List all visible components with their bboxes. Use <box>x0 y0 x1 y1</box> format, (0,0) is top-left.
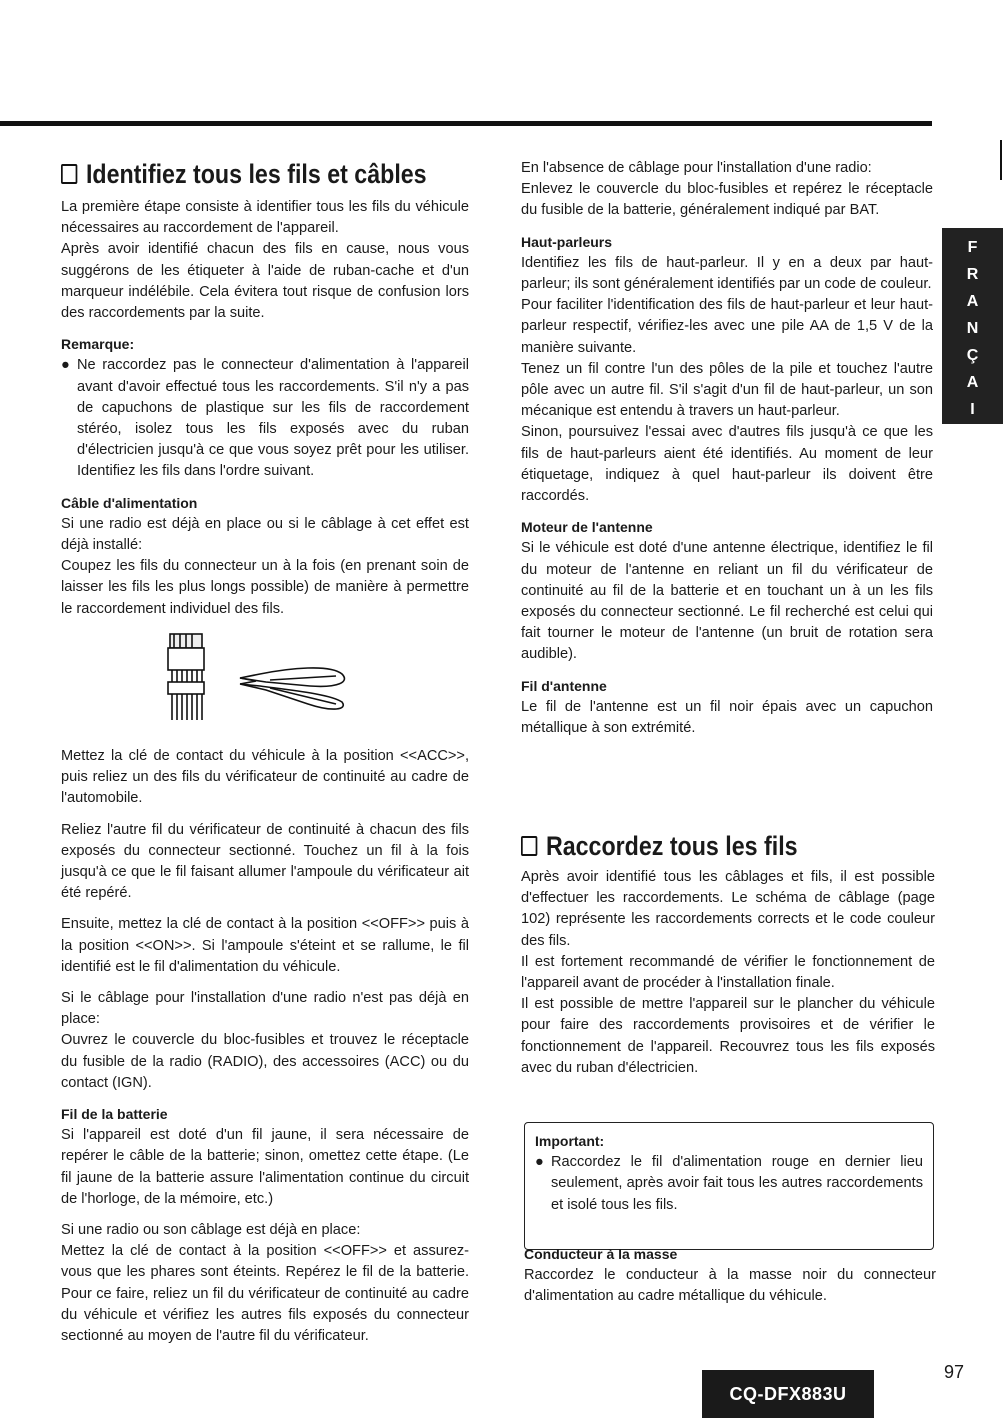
right-column <box>521 158 933 739</box>
sicablage-paragraph: Ouvrez le couvercle du bloc-fusibles et trouvez le réceptacle du fusible de la radio (RADIO), des accessoires (ACC) ou du contact (IGN). <box>61 1032 469 1091</box>
top-rule <box>0 121 932 126</box>
checkbox-icon <box>61 164 77 184</box>
hautparleurs-paragraph: Identifiez les fils de haut-parleur. Il y en a deux par haut-parleur; ils sont généralement identifiés par un code de couleur. <box>521 254 933 293</box>
bullet-icon: ● <box>61 357 70 374</box>
hautparleurs-paragraph: Sinon, poursuivez l'essai avec d'autres fils jusqu'à ce que les fils de haut-parleurs aient été identifiés. Au moment de leur étiquetage, indiquez à quel haut-parleur ils doivent être raccordés. <box>521 424 933 505</box>
antenne-paragraph: Le fil de l'antenne est un fil noir épais avec un capuchon métallique à son extrémité. <box>521 698 933 737</box>
model-label: CQ-DFX883U <box>702 1370 874 1418</box>
page-number: 97 <box>944 1362 965 1382</box>
batterie-paragraph: Mettez la clé de contact à la position <<OFF>> et assurez-vous que les phares sont éteints. Repérez le fil de la batterie. Pour ce faire, reliez un fil du vérificateur de continuité au cadre du véhicule et vérifiez les autres fils exposés du connecteur sectionné au moyen de l'autre fil du vérificateur. <box>61 1243 469 1345</box>
tab-letter: Ç <box>966 347 979 364</box>
raccordez-paragraph: Il est fortement recommandé de vérifier le fonctionnement de l'appareil avant de procéder à l'installation finale. <box>521 953 935 992</box>
tab-letter: R <box>966 266 979 283</box>
intro-paragraph: La première étape consiste à identifier tous les fils du véhicule nécessaires au raccordement de l'appareil. <box>61 199 469 237</box>
section-heading-identify: Identifiez tous les fils et câbles <box>61 158 412 190</box>
remarque-bullet: ● Ne raccordez pas le connecteur d'alimentation à l'appareil avant d'avoir effectué tous les raccordements. S'il n'y a pas de capuchons de plastique sur les fils de raccordement stéréo, isolez tous les fils exposés avec du ruban d'électricien jusqu'à ce que vous soyez prêt pour les utiliser. Identifiez les fils dans l'ordre suivant. <box>61 355 469 482</box>
sicablage-paragraph: Si le câblage pour l'installation d'une radio n'est pas déjà en place: <box>61 990 469 1028</box>
antenne-title: Fil d'antenne <box>521 677 607 694</box>
tab-page-number: 36 <box>960 450 986 470</box>
remarque-title: Remarque: <box>61 336 135 353</box>
tab-letter: I <box>970 401 975 418</box>
language-side-tab <box>942 228 1003 468</box>
hautparleurs-title: Haut-parleurs <box>521 233 613 250</box>
moteur-paragraph: Si le véhicule est doté d'une antenne électrique, identifiez le fil du moteur de l'antenne en reliant un fil du vérificateur de continuité au fil de la batterie et en touchant un à un les fils exposés du connecteur sectionné. Le fil recherché est celui qui fait tourner le moteur de l'antenne (un bruit de rotation sera audible). <box>521 540 933 663</box>
intro-paragraph: Après avoir identifié chacun des fils en cause, nous vous suggérons de les étiqueter à l'aide de ruban-cache et d'un marqueur indélébile. Cela évitera tout risque de confusion lors des raccordements par la suite. <box>61 241 469 322</box>
hautparleurs-paragraph: Pour faciliter l'identification des fils de haut-parleur et leur haut-parleur respectif, vérifiez-les avec une pile AA de 1,5 V de la manière suivante. <box>521 297 933 356</box>
raccordez-paragraph: Il est possible de mettre l'appareil sur le plancher du véhicule pour faire des raccordements provisoires et de vérifier le fonctionnement de l'appareil. Recouvrez tous les fils exposés avec du ruban d'électricien. <box>521 996 935 1076</box>
cable-paragraph: Coupez les fils du connecteur un à la fois (en prenant soin de laisser les fils les plus longs possible) de manière à permettre le raccordement individuel des fils. <box>61 558 469 617</box>
tab-letter: S <box>967 428 978 445</box>
connector-icon <box>168 634 204 720</box>
right-column-lower <box>521 830 935 1079</box>
cable-title: Câble d'alimentation <box>61 494 198 511</box>
important-title: Important: <box>535 1133 605 1149</box>
connector-pliers-illustration <box>160 628 350 724</box>
margin-bar <box>1000 140 1002 180</box>
left-column-lower <box>61 746 469 1347</box>
cable-paragraph: Si une radio est déjà en place ou si le câblage à cet effet est déjà installé: <box>61 515 469 554</box>
acc-paragraph: Mettez la clé de contact du véhicule à la position <<ACC>>, puis reliez un des fils du vérificateur de continuité au cadre de l'automobile. <box>61 748 469 807</box>
absence-paragraph: En l'absence de câblage pour l'installation d'une radio: <box>521 160 872 176</box>
batterie-title: Fil de la batterie <box>61 1106 168 1123</box>
tab-letter: A <box>966 293 979 310</box>
batterie-paragraph: Si l'appareil est doté d'un fil jaune, il sera nécessaire de repérer le câble de la batterie; sinon, omettez cette étape. (Le fil jaune de la batterie assure l'alimentation continue du circuit de l'horloge, de la mémoire, etc.) <box>61 1127 469 1207</box>
left-column <box>61 158 469 620</box>
masse-title: Conducteur à la masse <box>524 1246 678 1262</box>
batterie-paragraph: Si une radio ou son câblage est déjà en place: <box>61 1222 361 1239</box>
ensuite-paragraph: Ensuite, mettez la clé de contact à la position <<OFF>> puis à la position <<ON>>. Si l'ampoule s'éteint et se rallume, le fil identifié est le fil d'alimentation du véhicule. <box>61 916 469 975</box>
bullet-icon: ● <box>535 1154 544 1171</box>
checkbox-icon <box>521 836 537 856</box>
masse-paragraph: Raccordez le conducteur à la masse noir du connecteur d'alimentation au cadre métallique du véhicule. <box>524 1267 936 1305</box>
pliers-icon <box>240 668 344 709</box>
important-bullet: ● Raccordez le fil d'alimentation rouge en dernier lieu seulement, après avoir fait tous les autres raccordements et isolé tous les fils. <box>535 1152 923 1216</box>
masse-section <box>524 1244 936 1308</box>
moteur-title: Moteur de l'antenne <box>521 519 653 536</box>
tab-letter: N <box>966 320 979 337</box>
hautparleurs-paragraph: Tenez un fil contre l'un des pôles de la pile et touchez l'autre pôle avec un autre fil. S'il s'agit d'un fil de haut-parleur, un son mécanique est entendu à travers un haut-parleur. <box>521 360 933 420</box>
section-heading-connect: Raccordez tous les fils <box>521 830 877 862</box>
raccordez-paragraph: Après avoir identifié tous les câblages et fils, il est possible d'effectuer les raccordements. Le schéma de câblage (page 102) représente les raccordements corrects et le code couleur des fils. <box>521 869 935 949</box>
absence-paragraph: Enlevez le couvercle du bloc-fusibles et repérez le réceptacle du fusible de la batterie, généralement indiqué par BAT. <box>521 181 933 219</box>
relie-paragraph: Reliez l'autre fil du vérificateur de continuité à chacun des fils exposés du connecteur sectionné. Touchez un fil à la fois jusqu'à ce que le fil faisant allumer l'ampoule du vérificateur ait été repéré. <box>61 821 469 902</box>
tab-letter: A <box>966 374 979 391</box>
tab-letter: F <box>967 239 978 256</box>
important-box <box>524 1122 934 1250</box>
